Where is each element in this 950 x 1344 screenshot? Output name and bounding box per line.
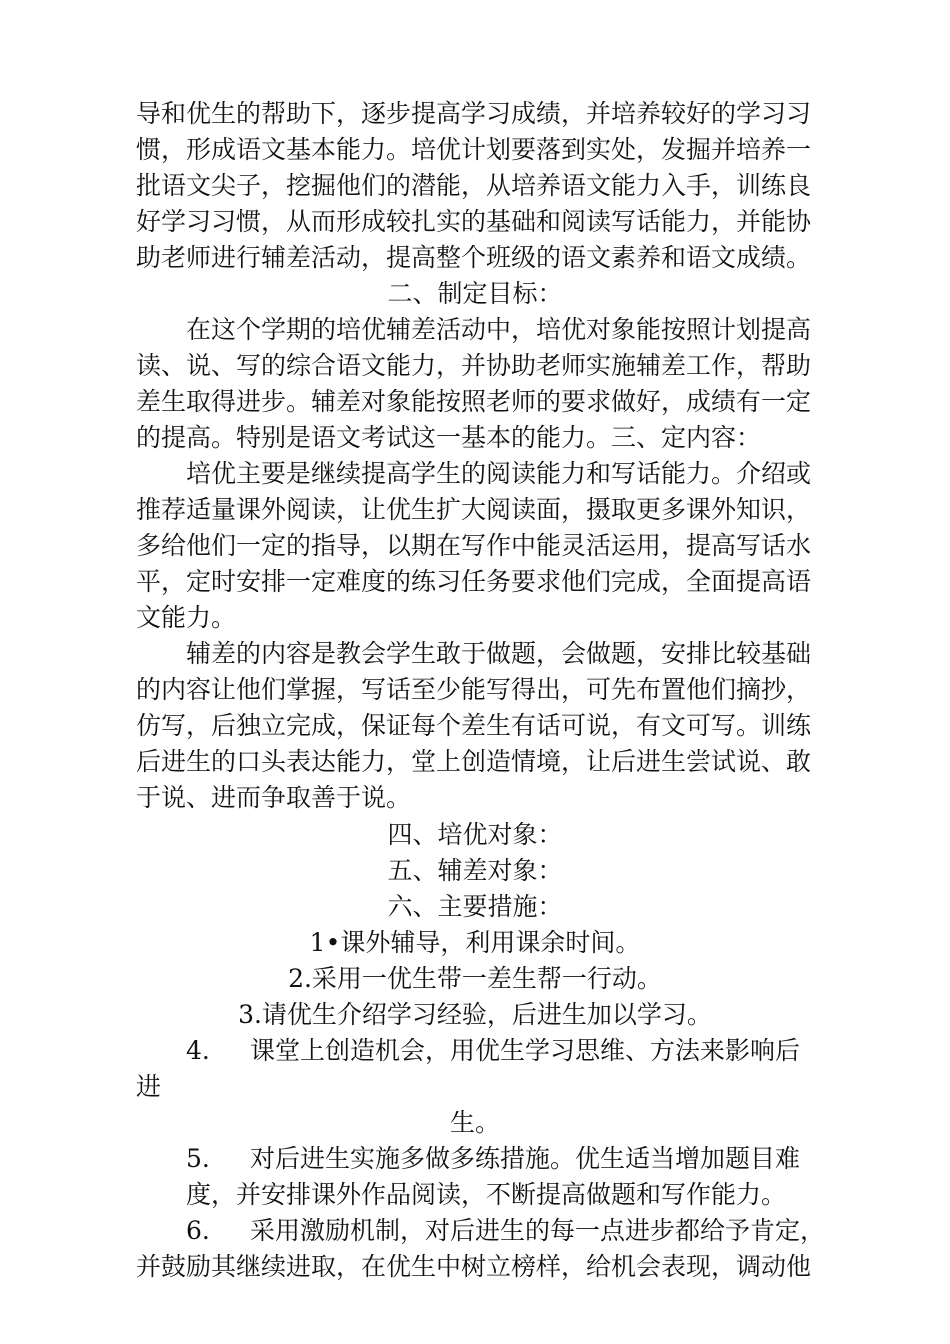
text-line: 读、说、写的综合语文能力，并协助老师实施辅差工作，帮助 <box>136 351 812 380</box>
text-line: 文能力。 <box>136 603 237 632</box>
text-line: 培优主要是继续提高学生的阅读能力和写话能力。介绍或 <box>186 459 812 488</box>
measure-text: 课堂上创造机会，用优生学习思维、方法来影响后 <box>250 1036 801 1065</box>
text-line: 后进生的口头表达能力，堂上创造情境，让后进生尝试说、敢 <box>136 747 812 776</box>
measure-item: 2.采用一优生带一差生帮一行动。 <box>288 964 662 993</box>
section-heading: 六、主要措施： <box>387 892 563 921</box>
text-line: 推荐适量课外阅读，让优生扩大阅读面，摄取更多课外知识， <box>136 495 812 524</box>
section-heading: 五、辅差对象： <box>387 856 563 885</box>
section-heading: 二、制定目标： <box>387 279 563 308</box>
measure-number: 5. <box>186 1144 210 1173</box>
text-line: 导和优生的帮助下，逐步提高学习成绩，并培养较好的学习习 <box>136 99 812 128</box>
measure-text: 并鼓励其继续进取，在优生中树立榜样，给机会表现，调动他 <box>136 1252 812 1281</box>
text-line: 惯，形成语文基本能力。培优计划要落到实处，发掘并培养一 <box>136 135 812 164</box>
text-line: 差生取得进步。辅差对象能按照老师的要求做好，成绩有一定 <box>136 387 812 416</box>
text-line: 在这个学期的培优辅差活动中，培优对象能按照计划提高 <box>186 315 812 344</box>
text-line: 批语文尖子，挖掘他们的潜能，从培养语文能力入手，训练良 <box>136 171 812 200</box>
section-heading: 四、培优对象： <box>387 820 563 849</box>
text-line: 助老师进行辅差活动，提高整个班级的语文素养和语文成绩。 <box>136 243 812 272</box>
text-line: 好学习习惯，从而形成较扎实的基础和阅读写话能力，并能协 <box>136 207 812 236</box>
measure-item: 1•课外辅导，利用课余时间。 <box>309 928 641 957</box>
measure-number: 4. <box>186 1036 210 1065</box>
text-line: 于说、进而争取善于说。 <box>136 783 412 812</box>
measure-text: 对后进生实施多做多练措施。优生适当增加题目难 <box>250 1144 801 1173</box>
text-line: 平，定时安排一定难度的练习任务要求他们完成，全面提高语 <box>136 567 812 596</box>
measure-text: 进 <box>136 1072 162 1101</box>
measure-text: 采用激励机制，对后进生的每一点进步都给予肯定， <box>250 1216 826 1245</box>
text-line: 的提高。特别是语文考试这一基本的能力。三、定内容： <box>136 423 762 452</box>
text-line: 辅差的内容是教会学生敢于做题，会做题，安排比较基础 <box>186 639 812 668</box>
measure-number: 6. <box>186 1216 210 1245</box>
text-line: 的内容让他们掌握，写话至少能写得出，可先布置他们摘抄， <box>136 675 812 704</box>
text-line: 仿写，后独立完成，保证每个差生有话可说，有文可写。训练 <box>136 711 812 740</box>
measure-text: 度，并安排课外作品阅读，不断提高做题和写作能力。 <box>186 1180 787 1209</box>
measure-item: 3.请优生介绍学习经验，后进生加以学习。 <box>238 1000 712 1029</box>
text-line: 多给他们一定的指导，以期在写作中能灵活运用，提高写话水 <box>136 531 812 560</box>
measure-text: 生。 <box>449 1108 500 1137</box>
